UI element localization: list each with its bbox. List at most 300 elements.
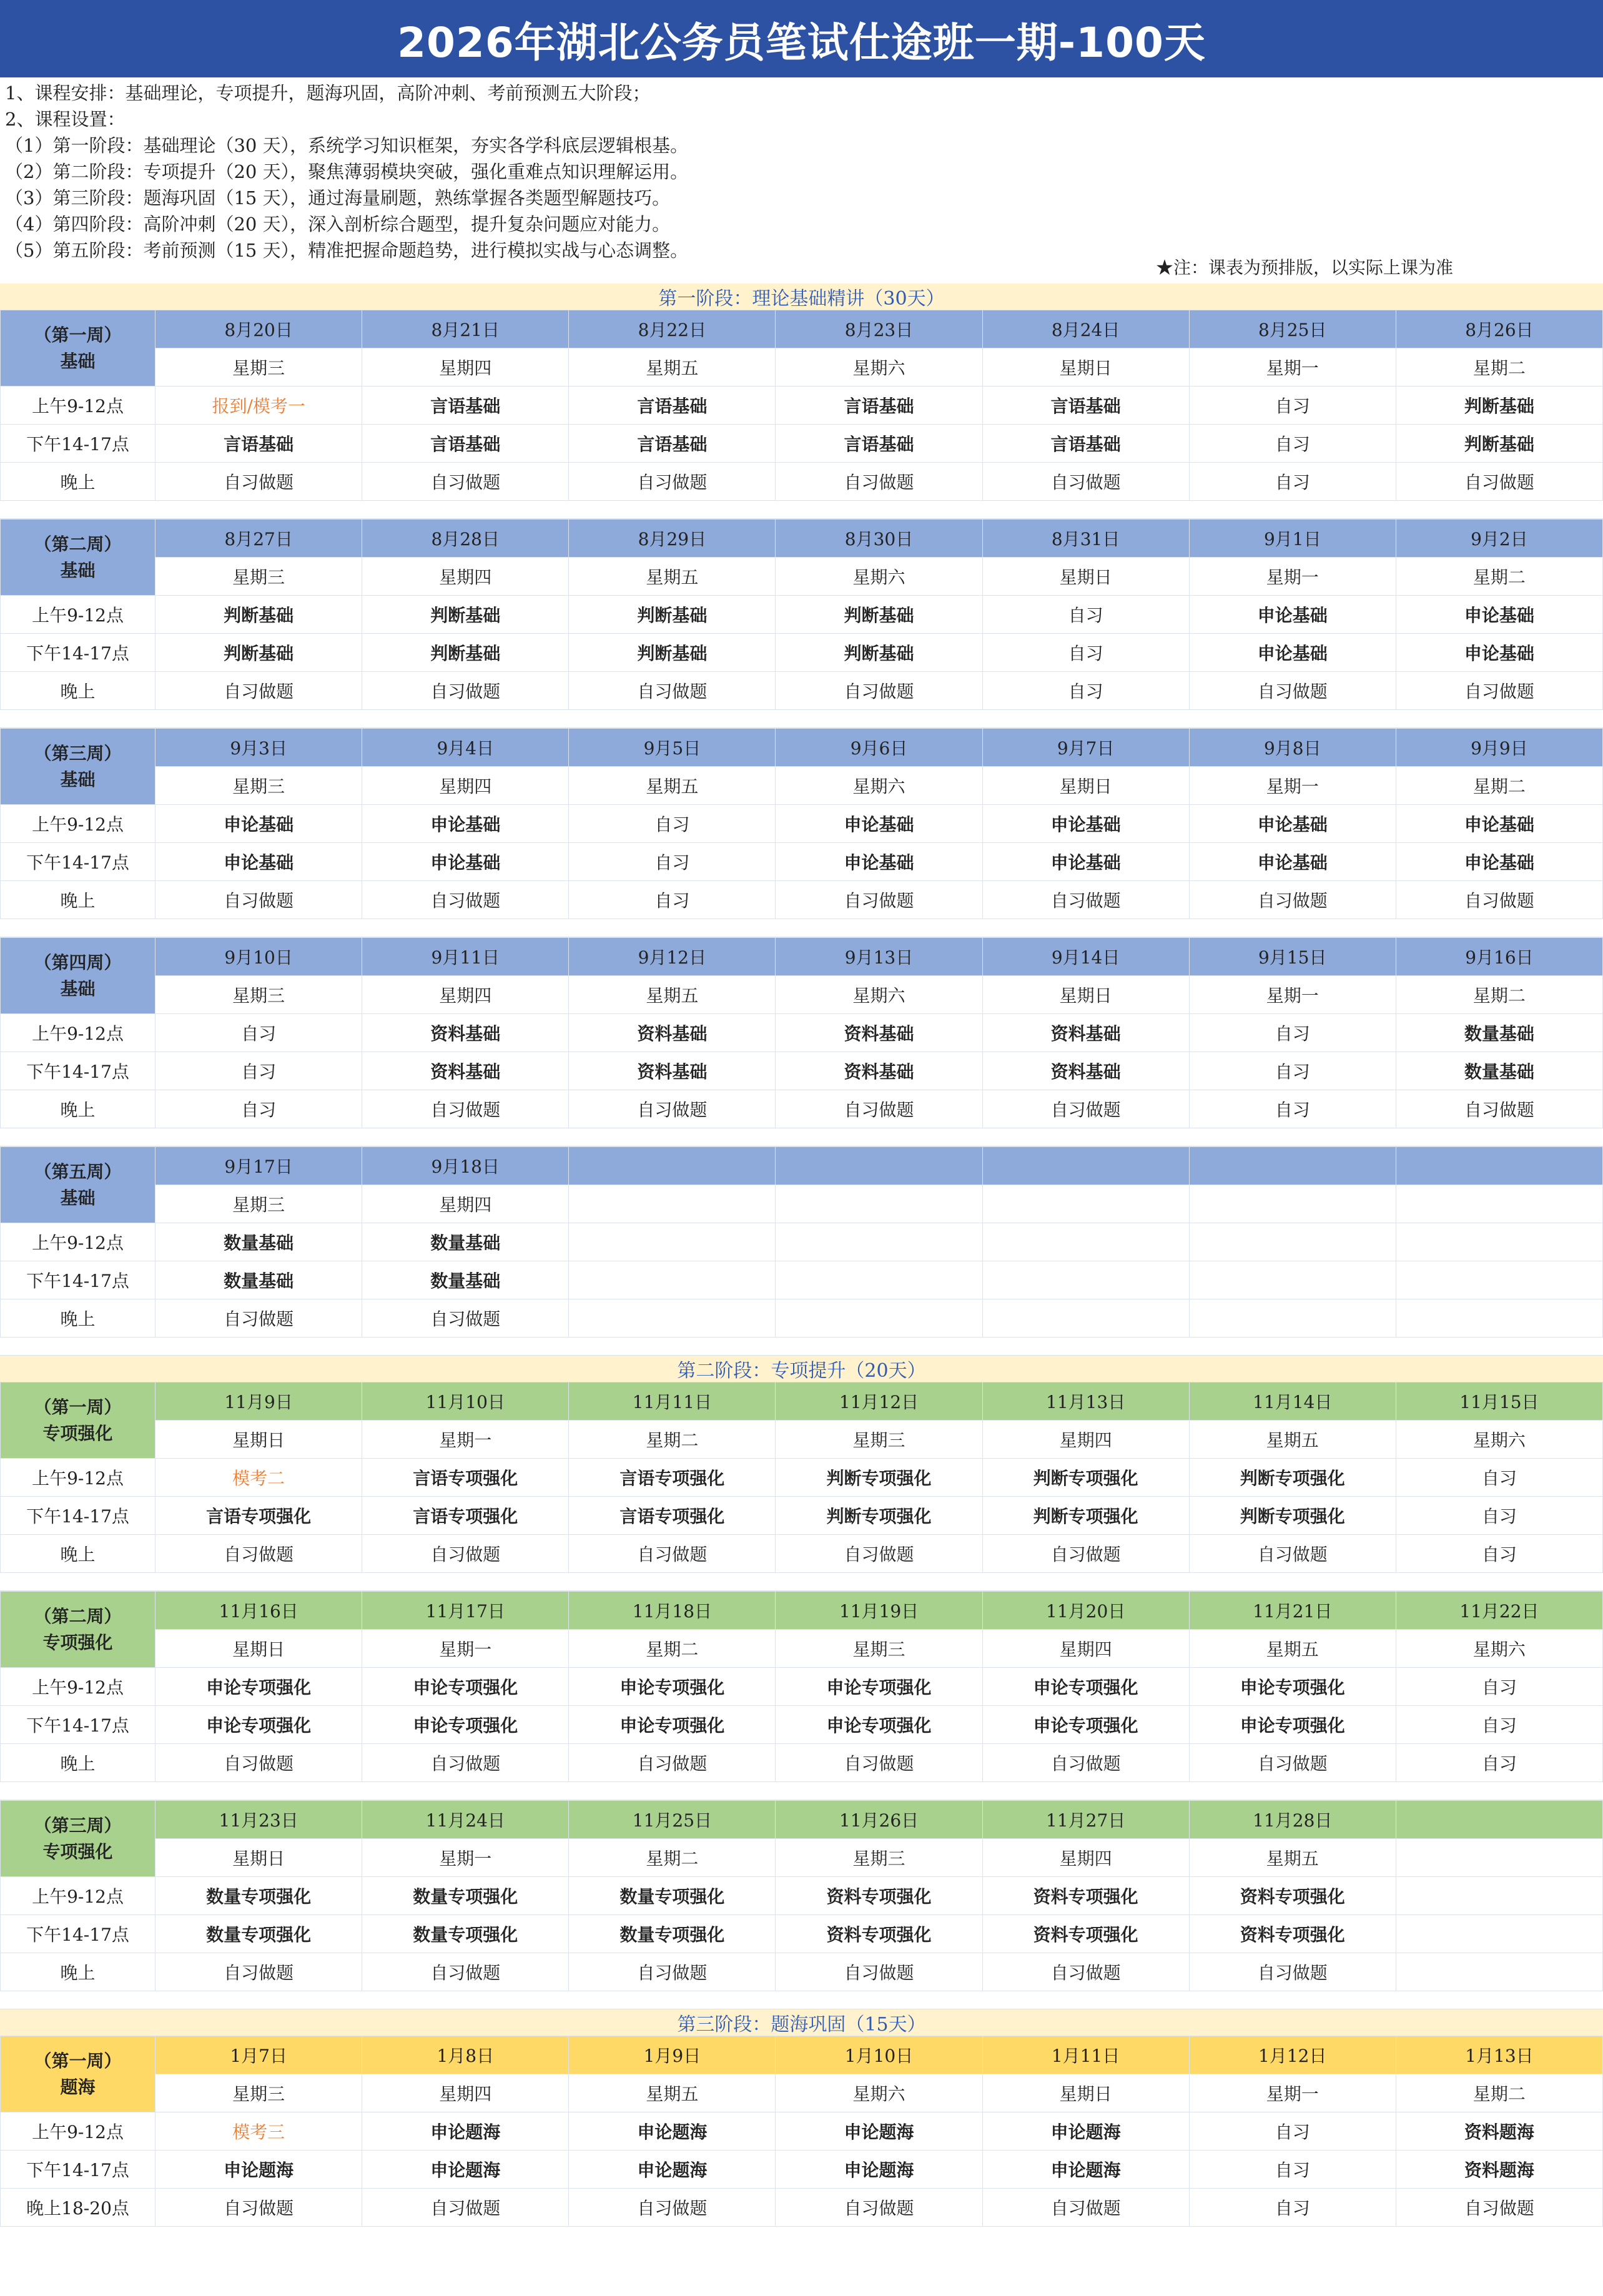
schedule-cell: 资料基础 (776, 1052, 982, 1090)
spacer-cell (362, 1128, 569, 1146)
date-cell (1396, 1801, 1602, 1839)
date-cell: 9月1日 (1189, 520, 1396, 558)
spacer-cell (1, 919, 155, 937)
date-cell: 1月11日 (982, 2036, 1189, 2074)
session-row (1, 1459, 1603, 1497)
date-cell: 9月13日 (776, 938, 982, 976)
schedule-cell (1189, 1261, 1396, 1299)
date-cell: 11月27日 (982, 1801, 1189, 1839)
session-label: 上午9-12点 (1, 1668, 155, 1706)
session-label: 上午9-12点 (1, 387, 155, 425)
schedule-cell: 资料基础 (362, 1014, 569, 1052)
schedule-cell: 自习做题 (982, 881, 1189, 919)
session-label: 上午9-12点 (1, 805, 155, 843)
spacer-cell (362, 1573, 569, 1591)
weekday-cell: 星期一 (1189, 767, 1396, 805)
date-cell: 8月29日 (569, 520, 776, 558)
weekday-cell (569, 1185, 776, 1223)
weekday-cell: 星期四 (362, 767, 569, 805)
session-row (1, 596, 1603, 634)
weekday-cell (1396, 1839, 1602, 1877)
date-cell: 9月11日 (362, 938, 569, 976)
spacer-cell (1396, 1782, 1602, 1800)
session-row (1, 805, 1603, 843)
schedule-cell (776, 1261, 982, 1299)
date-cell: 11月15日 (1396, 1382, 1602, 1421)
schedule-cell: 自习做题 (982, 1535, 1189, 1573)
spacer-cell (569, 710, 776, 728)
schedule-cell: 申论专项强化 (776, 1706, 982, 1744)
week-number: （第三周） (34, 742, 122, 764)
schedule-cell: 判断专项强化 (1189, 1459, 1396, 1497)
date-cell: 9月8日 (1189, 729, 1396, 767)
spacer-cell (569, 919, 776, 937)
date-cell: 9月14日 (982, 938, 1189, 976)
schedule-cell: 自习 (155, 1052, 362, 1090)
spacer-cell (1189, 1338, 1396, 1356)
spacer-cell (1189, 1991, 1396, 2009)
schedule-cell: 自习 (1189, 387, 1396, 425)
schedule-cell: 数量基础 (155, 1261, 362, 1299)
weekday-cell: 星期一 (362, 1630, 569, 1668)
schedule-cell: 自习做题 (1189, 1535, 1396, 1573)
week-number: （第二周） (34, 1605, 122, 1627)
schedule-cell: 判断基础 (776, 634, 982, 672)
schedule-cell: 申论题海 (569, 2112, 776, 2151)
schedule-cell: 判断基础 (569, 634, 776, 672)
spacer-cell (1, 501, 155, 519)
date-cell: 8月21日 (362, 310, 569, 348)
weekday-cell: 星期日 (155, 1839, 362, 1877)
schedule-cell: 自习 (569, 843, 776, 881)
spacer-cell (569, 1782, 776, 1800)
schedule-cell: 自习做题 (362, 2189, 569, 2227)
schedule-cell: 申论基础 (1189, 596, 1396, 634)
session-row (1, 1052, 1603, 1090)
session-label: 晚上 (1, 1299, 155, 1338)
intro-line: （4）第四阶段：高阶冲刺（20 天），深入剖析综合题型，提升复杂问题应对能力。 (5, 214, 671, 235)
weekday-cell: 星期六 (1396, 1630, 1602, 1668)
schedule-cell (1396, 1877, 1602, 1915)
weekday-cell (982, 1185, 1189, 1223)
schedule-cell: 自习做题 (362, 463, 569, 501)
schedule-cell: 申论基础 (1396, 634, 1602, 672)
weekday-cell: 星期日 (155, 1630, 362, 1668)
spacer-cell (155, 710, 362, 728)
schedule-cell: 申论专项强化 (982, 1706, 1189, 1744)
weekday-cell: 星期五 (1189, 1630, 1396, 1668)
date-cell: 9月2日 (1396, 520, 1602, 558)
week-table (0, 937, 1603, 1146)
session-row (1, 1706, 1603, 1744)
weekday-cell: 星期四 (982, 1839, 1189, 1877)
session-label: 晚上 (1, 1535, 155, 1573)
schedule-cell: 数量专项强化 (362, 1877, 569, 1915)
spacer-cell (362, 501, 569, 519)
weekday-cell: 星期日 (155, 1421, 362, 1459)
schedule-cell: 言语基础 (155, 425, 362, 463)
spacer-cell (1189, 710, 1396, 728)
schedule-cell: 申论专项强化 (155, 1668, 362, 1706)
schedule-cell: 自习 (1396, 1706, 1602, 1744)
session-label: 下午14-17点 (1, 843, 155, 881)
week-table (0, 1800, 1603, 2009)
course-intro (0, 77, 1603, 283)
schedule-cell: 申论题海 (362, 2112, 569, 2151)
date-cell (776, 1147, 982, 1185)
schedule-cell (982, 1261, 1189, 1299)
schedule-cell: 自习做题 (569, 1953, 776, 1991)
schedule-cell: 判断基础 (155, 634, 362, 672)
schedule-cell: 判断基础 (155, 596, 362, 634)
schedule-cell: 自习做题 (569, 2189, 776, 2227)
schedule-cell: 判断基础 (776, 596, 982, 634)
schedule-cell: 言语专项强化 (569, 1497, 776, 1535)
week-table (0, 1382, 1603, 1591)
schedule-cell: 数量专项强化 (569, 1877, 776, 1915)
date-cell: 1月13日 (1396, 2036, 1602, 2074)
week-table (0, 1591, 1603, 1800)
weekday-cell: 星期六 (776, 348, 982, 387)
schedule-cell: 言语基础 (362, 387, 569, 425)
weekday-cell: 星期三 (155, 1185, 362, 1223)
schedule-cell: 自习做题 (776, 463, 982, 501)
schedule-cell: 言语专项强化 (569, 1459, 776, 1497)
session-row (1, 2189, 1603, 2227)
spacer-cell (982, 1128, 1189, 1146)
schedule-cell: 自习做题 (1189, 1953, 1396, 1991)
schedule-cell: 判断专项强化 (1189, 1497, 1396, 1535)
week-number: （第一周） (34, 1396, 122, 1417)
week-label (1, 310, 155, 387)
spacer-cell (982, 919, 1189, 937)
spacer-cell (155, 1991, 362, 2009)
weekday-cell: 星期四 (362, 976, 569, 1014)
week-phase: 基础 (60, 978, 96, 999)
session-row (1, 2112, 1603, 2151)
schedule-cell: 自习做题 (1189, 672, 1396, 710)
schedule-cell: 判断专项强化 (776, 1497, 982, 1535)
schedule-cell: 言语基础 (982, 425, 1189, 463)
schedule-cell: 自习 (1189, 2112, 1396, 2151)
weekday-cell: 星期四 (362, 2074, 569, 2112)
weekday-cell: 星期二 (1396, 767, 1602, 805)
session-row (1, 1915, 1603, 1953)
schedule-cell: 自习做题 (155, 1299, 362, 1338)
weekday-cell (776, 1185, 982, 1223)
week-table (0, 310, 1603, 519)
spacer-cell (569, 501, 776, 519)
date-cell: 11月22日 (1396, 1592, 1602, 1630)
schedule-cell: 申论专项强化 (569, 1668, 776, 1706)
week-number: （第一周） (34, 324, 122, 345)
schedule-cell (569, 1223, 776, 1261)
spacer-cell (569, 1573, 776, 1591)
schedule-cell: 数量专项强化 (569, 1915, 776, 1953)
session-row (1, 425, 1603, 463)
date-cell: 9月18日 (362, 1147, 569, 1185)
spacer-cell (776, 1338, 982, 1356)
schedule-cell: 申论基础 (1396, 596, 1602, 634)
schedule-cell: 数量专项强化 (155, 1915, 362, 1953)
session-label: 晚上 (1, 672, 155, 710)
schedule-cell: 申论题海 (776, 2151, 982, 2189)
week-phase: 基础 (60, 769, 96, 790)
week-label (1, 520, 155, 596)
session-label: 下午14-17点 (1, 1052, 155, 1090)
spacer-cell (1, 1991, 155, 2009)
schedule-cell: 资料专项强化 (982, 1877, 1189, 1915)
schedule-cell: 自习 (1396, 1668, 1602, 1706)
date-cell: 8月23日 (776, 310, 982, 348)
week-table (0, 519, 1603, 728)
schedule-cell (982, 1299, 1189, 1338)
session-row (1, 1090, 1603, 1128)
session-row (1, 843, 1603, 881)
schedule-cell: 自习做题 (362, 1090, 569, 1128)
date-cell: 9月6日 (776, 729, 982, 767)
schedule-cell: 资料基础 (362, 1052, 569, 1090)
schedule-cell: 自习 (1396, 1459, 1602, 1497)
schedule-cell: 申论基础 (1396, 805, 1602, 843)
schedule-cell: 资料专项强化 (1189, 1877, 1396, 1915)
weekday-cell: 星期二 (1396, 348, 1602, 387)
weekday-cell: 星期三 (155, 2074, 362, 2112)
weekday-cell: 星期三 (776, 1421, 982, 1459)
schedule-cell: 数量基础 (362, 1223, 569, 1261)
schedule-cell: 言语专项强化 (362, 1497, 569, 1535)
schedule-cell: 申论专项强化 (982, 1668, 1189, 1706)
schedule-cell (1396, 1223, 1602, 1261)
schedule-cell: 自习做题 (982, 2189, 1189, 2227)
weekday-cell: 星期四 (362, 558, 569, 596)
schedule-cell: 申论专项强化 (776, 1668, 982, 1706)
schedule-cell: 自习做题 (982, 1953, 1189, 1991)
schedule-cell: 自习做题 (569, 463, 776, 501)
intro-line: （5）第五阶段：考前预测（15 天），精准把握命题趋势，进行模拟实战与心态调整。 (5, 240, 689, 261)
schedule-cell (569, 1299, 776, 1338)
week-phase: 专项强化 (42, 1632, 113, 1653)
schedule-cell: 自习做题 (1189, 1744, 1396, 1782)
date-cell: 8月20日 (155, 310, 362, 348)
date-cell: 8月26日 (1396, 310, 1602, 348)
session-label: 上午9-12点 (1, 2112, 155, 2151)
date-cell: 9月12日 (569, 938, 776, 976)
date-cell: 1月10日 (776, 2036, 982, 2074)
schedule-cell: 言语基础 (569, 387, 776, 425)
spacer-cell (1189, 1128, 1396, 1146)
session-row (1, 1668, 1603, 1706)
weekday-cell: 星期二 (569, 1630, 776, 1668)
week-label (1, 1801, 155, 1877)
schedule-cell: 自习做题 (362, 1953, 569, 1991)
spacer-cell (362, 919, 569, 937)
date-cell: 8月24日 (982, 310, 1189, 348)
session-row (1, 1014, 1603, 1052)
spacer-cell (569, 1991, 776, 2009)
schedule-cell (1396, 1953, 1602, 1991)
schedule-cell: 判断基础 (1396, 387, 1602, 425)
week-phase: 专项强化 (42, 1841, 113, 1862)
schedule-cell: 自习做题 (362, 672, 569, 710)
schedule-cell: 申论题海 (155, 2151, 362, 2189)
session-label: 下午14-17点 (1, 1497, 155, 1535)
session-row (1, 881, 1603, 919)
schedule-cell: 资料专项强化 (776, 1915, 982, 1953)
schedule-cell: 自习 (1189, 1090, 1396, 1128)
schedule-cell (1396, 1299, 1602, 1338)
schedule-cell: 自习做题 (1189, 881, 1396, 919)
date-cell: 8月30日 (776, 520, 982, 558)
weekday-cell: 星期二 (1396, 558, 1602, 596)
schedule-cell: 数量基础 (1396, 1014, 1602, 1052)
session-label: 下午14-17点 (1, 1915, 155, 1953)
spacer-cell (569, 1338, 776, 1356)
date-cell: 9月17日 (155, 1147, 362, 1185)
schedule-cell (1396, 1915, 1602, 1953)
schedule-cell: 自习做题 (155, 1953, 362, 1991)
schedule-cell: 申论基础 (982, 843, 1189, 881)
weekday-cell: 星期一 (362, 1421, 569, 1459)
weekday-cell: 星期六 (776, 976, 982, 1014)
schedule-cell: 自习做题 (982, 1090, 1189, 1128)
intro-line: （1）第一阶段：基础理论（30 天），系统学习知识框架，夯实各学科底层逻辑根基。 (5, 135, 689, 156)
schedule-cell: 自习 (1396, 1535, 1602, 1573)
weekday-cell: 星期日 (982, 2074, 1189, 2112)
spacer-cell (776, 1573, 982, 1591)
schedule-cell: 判断专项强化 (982, 1459, 1189, 1497)
weekday-cell: 星期四 (982, 1421, 1189, 1459)
weekday-cell: 星期三 (155, 767, 362, 805)
schedule-cell: 言语基础 (362, 425, 569, 463)
schedule-cell: 自习做题 (1396, 672, 1602, 710)
session-label: 下午14-17点 (1, 1261, 155, 1299)
schedule-cell: 判断专项强化 (776, 1459, 982, 1497)
schedule-cell: 自习 (1396, 1744, 1602, 1782)
weekday-cell: 星期三 (155, 348, 362, 387)
date-cell: 11月24日 (362, 1801, 569, 1839)
schedule-cell: 自习 (155, 1014, 362, 1052)
date-cell: 11月21日 (1189, 1592, 1396, 1630)
date-cell: 9月10日 (155, 938, 362, 976)
schedule-cell: 自习做题 (569, 1535, 776, 1573)
schedule-cell: 自习做题 (1396, 2189, 1602, 2227)
weekday-cell: 星期五 (569, 2074, 776, 2112)
schedule-cell: 自习做题 (569, 1744, 776, 1782)
spacer-cell (1396, 1338, 1602, 1356)
schedule-cell: 申论基础 (1396, 843, 1602, 881)
schedule-cell: 自习 (1189, 425, 1396, 463)
weekday-cell: 星期日 (982, 976, 1189, 1014)
session-label: 下午14-17点 (1, 425, 155, 463)
week-number: （第三周） (34, 1815, 122, 1836)
date-cell (569, 1147, 776, 1185)
date-cell: 9月7日 (982, 729, 1189, 767)
schedule-cell (1189, 1223, 1396, 1261)
schedule-cell: 自习 (1396, 1497, 1602, 1535)
schedule-cell: 自习做题 (155, 672, 362, 710)
week-phase: 专项强化 (42, 1422, 113, 1444)
schedule-cell: 自习做题 (776, 1535, 982, 1573)
intro-line: （2）第二阶段：专项提升（20 天），聚焦薄弱模块突破，强化重难点知识理解运用。 (5, 161, 689, 182)
schedule-cell: 自习做题 (155, 1744, 362, 1782)
spacer-cell (1396, 919, 1602, 937)
session-label: 晚上 (1, 881, 155, 919)
stage-header: 第一阶段：理论基础精讲（30天） (0, 283, 1603, 310)
schedule-cell: 自习做题 (362, 1299, 569, 1338)
schedule-cell: 自习做题 (776, 1744, 982, 1782)
schedule-cell: 模考三 (155, 2112, 362, 2151)
schedule-cell: 自习做题 (776, 2189, 982, 2227)
intro-line: 2、课程设置： (5, 109, 126, 130)
schedule-cell: 申论专项强化 (155, 1706, 362, 1744)
schedule-cell: 申论专项强化 (1189, 1706, 1396, 1744)
schedule-cell (776, 1223, 982, 1261)
date-cell: 11月16日 (155, 1592, 362, 1630)
weekday-cell: 星期五 (1189, 1421, 1396, 1459)
spacer-cell (1, 1338, 155, 1356)
session-row (1, 672, 1603, 710)
spacer-cell (362, 710, 569, 728)
weekday-cell: 星期五 (569, 767, 776, 805)
schedule-cell: 自习 (982, 634, 1189, 672)
spacer-cell (362, 1782, 569, 1800)
spacer-cell (1189, 1782, 1396, 1800)
session-row (1, 1261, 1603, 1299)
session-label: 晚上 (1, 1090, 155, 1128)
schedule-cell: 申论专项强化 (1189, 1668, 1396, 1706)
spacer-cell (1396, 501, 1602, 519)
weekday-cell (1396, 1185, 1602, 1223)
schedule-cell (569, 1261, 776, 1299)
schedule-cell: 自习 (1189, 1014, 1396, 1052)
session-row (1, 1535, 1603, 1573)
schedule-cell: 申论基础 (982, 805, 1189, 843)
weekday-cell: 星期一 (1189, 2074, 1396, 2112)
weekday-cell: 星期三 (776, 1839, 982, 1877)
date-cell: 11月12日 (776, 1382, 982, 1421)
spacer-cell (776, 501, 982, 519)
schedule-cell: 自习做题 (776, 881, 982, 919)
date-cell: 11月14日 (1189, 1382, 1396, 1421)
date-cell: 11月18日 (569, 1592, 776, 1630)
spacer-cell (362, 1991, 569, 2009)
spacer-cell (982, 1782, 1189, 1800)
week-table (0, 728, 1603, 937)
schedule-cell: 判断基础 (362, 634, 569, 672)
schedule-cell: 数量基础 (1396, 1052, 1602, 1090)
session-label: 上午9-12点 (1, 1014, 155, 1052)
session-row (1, 1223, 1603, 1261)
spacer-cell (982, 710, 1189, 728)
week-table (0, 2036, 1603, 2227)
schedule-cell: 自习做题 (982, 1744, 1189, 1782)
week-label (1, 729, 155, 805)
weekday-cell: 星期二 (1396, 976, 1602, 1014)
date-cell: 1月7日 (155, 2036, 362, 2074)
schedule-cell: 自习 (155, 1090, 362, 1128)
schedule-cell: 资料题海 (1396, 2112, 1602, 2151)
intro-line: 1、课程安排：基础理论，专项提升，题海巩固，高阶冲刺、考前预测五大阶段； (5, 82, 651, 104)
session-label: 上午9-12点 (1, 1459, 155, 1497)
schedule-cell: 自习做题 (982, 463, 1189, 501)
date-cell: 9月5日 (569, 729, 776, 767)
schedule-cell: 资料基础 (982, 1052, 1189, 1090)
schedule-cell: 判断专项强化 (982, 1497, 1189, 1535)
schedule-cell: 申论基础 (1189, 843, 1396, 881)
week-label (1, 938, 155, 1014)
spacer-cell (1396, 710, 1602, 728)
